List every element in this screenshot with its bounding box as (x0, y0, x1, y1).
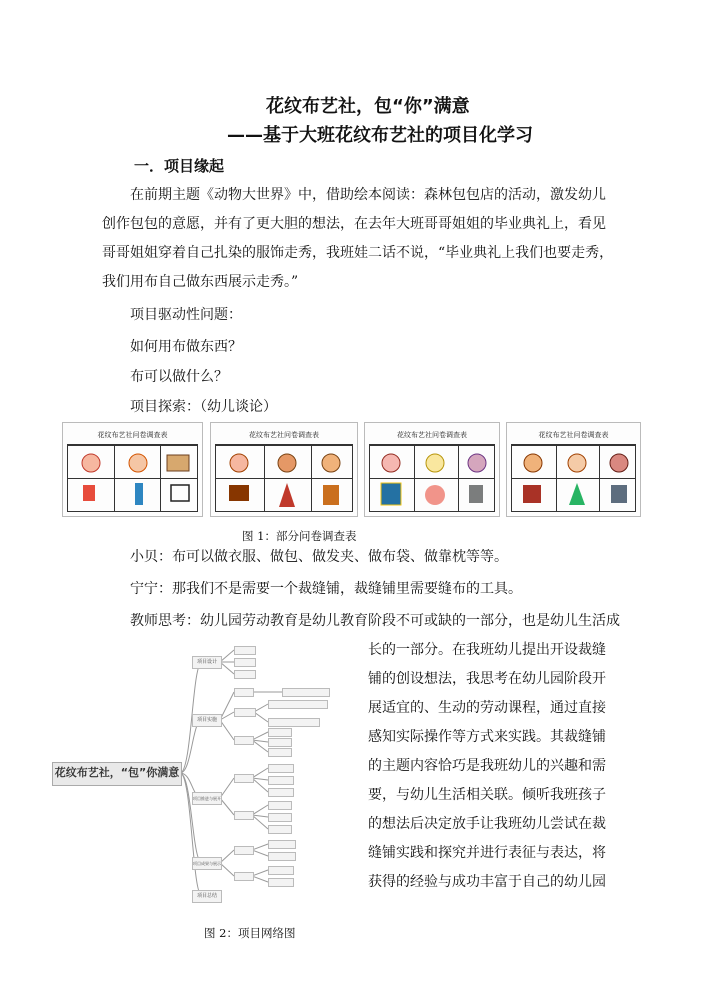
title-line2: ——基于大班花纹布艺社的项目化学习 (227, 125, 533, 146)
mindmap-branch: 项目总结 (192, 890, 222, 903)
mindmap-branch: 项目推进与展开 (192, 792, 222, 805)
survey-drawing (365, 423, 499, 516)
teacher-thought-line7: 要，与幼儿生活相关联。倾听我班孩子 (368, 787, 606, 803)
mindmap-leaf (268, 728, 292, 737)
survey-drawing (63, 423, 202, 516)
mindmap-branch: 项目实施 (192, 714, 222, 727)
mindmap-leaf (268, 764, 294, 773)
mindmap-leaf (268, 801, 292, 810)
para1-line2: 创作包包的意愿，并有了更大胆的想法，在去年大班哥哥姐姐的毕业典礼上，看见 (102, 216, 606, 232)
mindmap-leaf (234, 688, 254, 697)
mindmap-leaf (268, 852, 296, 861)
mindmap-leaf (234, 646, 256, 655)
driving-label: 项目驱动性问题： (130, 307, 242, 323)
mindmap-leaf (234, 708, 256, 717)
driving-question-2: 布可以做什么？ (130, 369, 228, 385)
mindmap-leaf (268, 840, 296, 849)
survey-header: 花纹布艺社问卷调查表 (67, 426, 198, 445)
mindmap-leaf (234, 736, 254, 745)
mindmap-leaf (268, 788, 294, 797)
mindmap-leaf (268, 700, 328, 709)
project-network-mindmap (52, 640, 358, 910)
survey-drawing (507, 423, 640, 516)
mindmap-branch: 项目设计 (192, 656, 222, 669)
explore-label: 项目探索：（幼儿谈论） (130, 399, 277, 415)
mindmap-leaf (268, 748, 292, 757)
mindmap-leaf (234, 846, 254, 855)
teacher-thought-line9: 缝铺实践和探究并进行表征与表达，将 (368, 845, 606, 861)
mindmap-branch: 项目成果与展示 (192, 857, 222, 870)
dialogue-xiaobei: 小贝：布可以做衣服、做包、做发夹、做布袋、做靠枕等等。 (130, 549, 508, 565)
mindmap-leaf (268, 866, 294, 875)
survey-image-1 (62, 422, 203, 517)
mindmap-leaf (268, 825, 292, 834)
mindmap-leaf (234, 811, 254, 820)
teacher-thought-line2: 长的一部分。在我班幼儿提出开设裁缝 (368, 642, 606, 658)
dialogue-ningning: 宁宁：那我们不是需要一个裁缝铺，裁缝铺里需要缝布的工具。 (130, 581, 522, 597)
mindmap-leaf (234, 872, 254, 881)
mindmap-leaf (234, 774, 254, 783)
survey-header: 花纹布艺社问卷调查表 (369, 426, 495, 445)
teacher-thought-line4: 展适宜的、生动的劳动课程，通过直接 (368, 700, 606, 716)
mindmap-leaf (268, 813, 292, 822)
figure1-caption: 图 1：部分问卷调查表 (242, 529, 357, 543)
mindmap-leaf (282, 688, 330, 697)
mindmap-leaf (268, 738, 292, 747)
teacher-thought-line5: 感知实际操作等方式来实践。其裁缝铺 (368, 729, 606, 745)
mindmap-root: 花纹布艺社，“包”你满意 (52, 762, 182, 786)
teacher-thought-line1: 教师思考：幼儿园劳动教育是幼儿教育阶段不可或缺的一部分，也是幼儿生活成 (130, 613, 620, 629)
section-heading: 一．项目缘起 (134, 157, 225, 175)
driving-question-1: 如何用布做东西？ (130, 339, 242, 355)
survey-header: 花纹布艺社问卷调查表 (511, 426, 636, 445)
mindmap-leaf (234, 658, 256, 667)
teacher-thought-line3: 铺的创设想法，我思考在幼儿园阶段开 (368, 671, 606, 687)
para1-line3: 哥哥姐姐穿着自己扎染的服饰走秀，我班娃二话不说，“毕业典礼上我们也要走秀， (102, 245, 614, 261)
mindmap-leaf (268, 718, 320, 727)
survey-header: 花纹布艺社问卷调查表 (215, 426, 353, 445)
mindmap-leaf (268, 878, 294, 887)
survey-image-3 (364, 422, 500, 517)
title-line1: 花纹布艺社，包“你”满意 (266, 96, 470, 117)
figure2-caption: 图 2：项目网络图 (204, 926, 296, 940)
teacher-thought-line8: 的想法后决定放手让我班幼儿尝试在裁 (368, 816, 606, 832)
para1-line1: 在前期主题《动物大世界》中，借助绘本阅读：森林包包店的活动，激发幼儿 (130, 187, 606, 203)
mindmap-leaf (234, 670, 256, 679)
para1-line4: 我们用布自己做东西展示走秀。” (102, 274, 299, 290)
teacher-thought-line10: 获得的经验与成功丰富于自己的幼儿园 (368, 874, 606, 890)
teacher-thought-line6: 的主题内容恰巧是我班幼儿的兴趣和需 (368, 758, 606, 774)
survey-image-2 (210, 422, 358, 517)
survey-drawing (211, 423, 357, 516)
mindmap-leaf (268, 776, 294, 785)
survey-image-4 (506, 422, 641, 517)
